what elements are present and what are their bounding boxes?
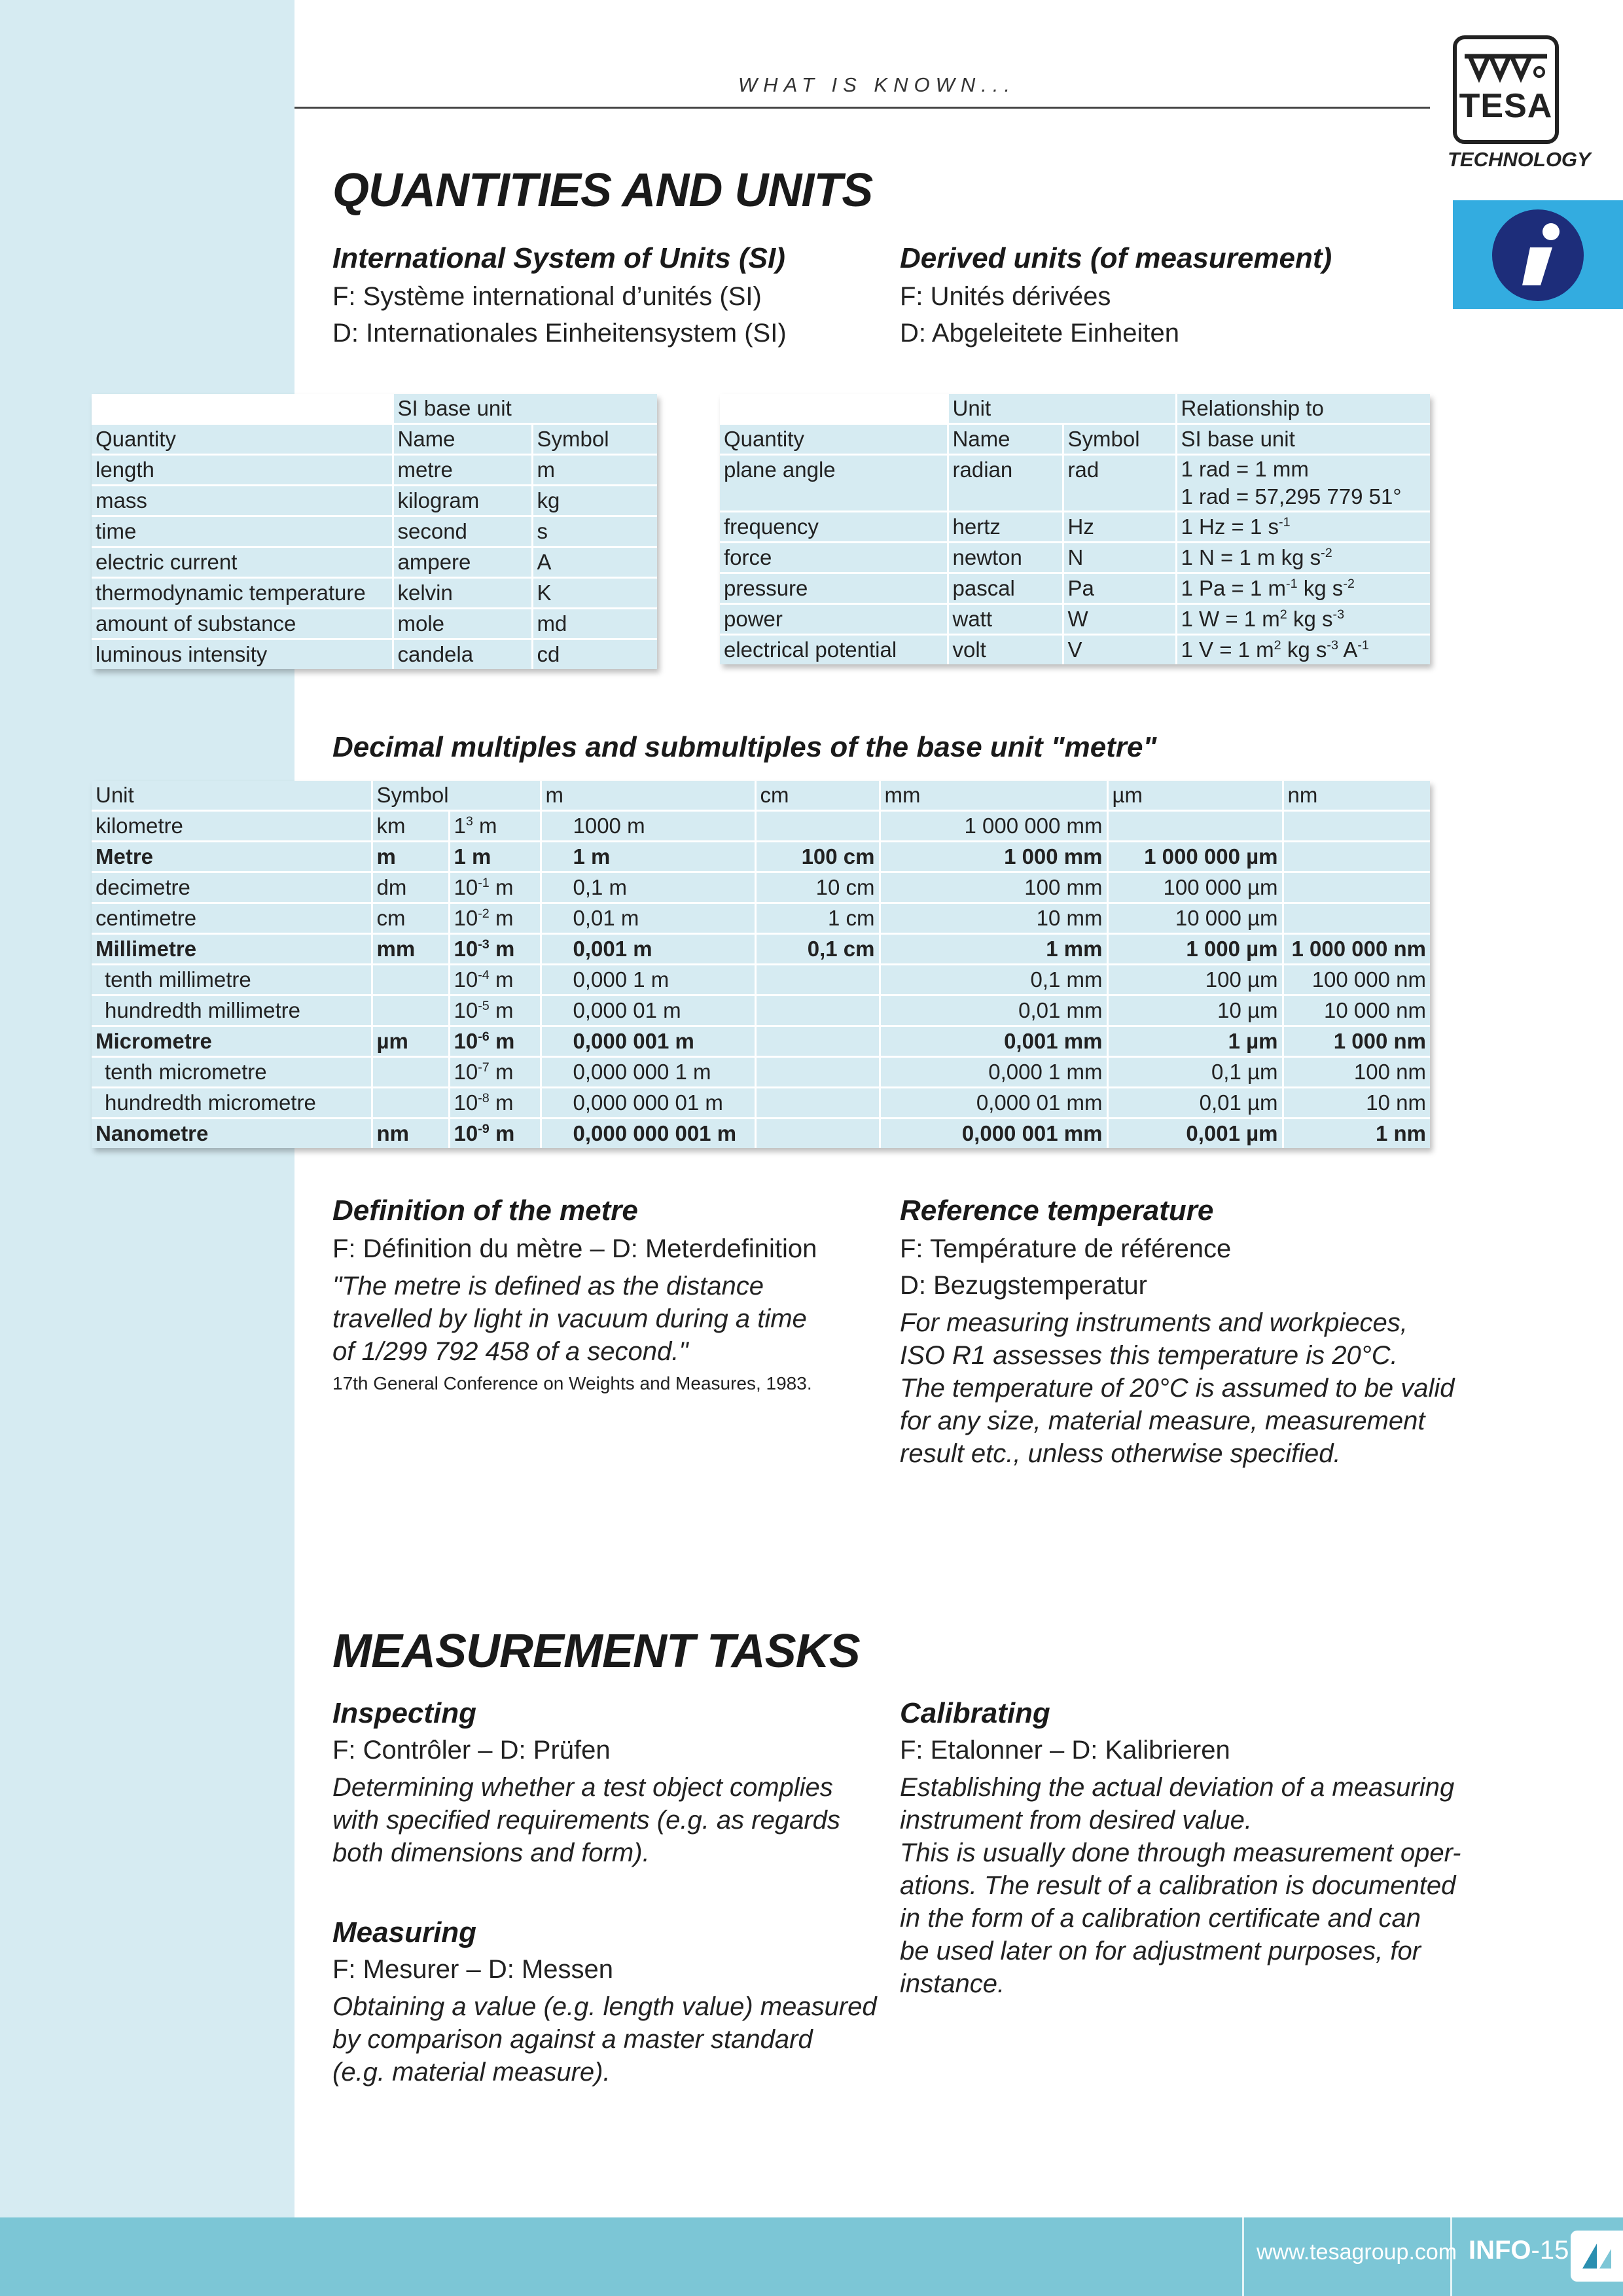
formula-text: 1 V = 1 m <box>1181 637 1274 662</box>
power-base: 10 <box>454 1090 478 1115</box>
formula-text: 1 N = 1 m kg s <box>1181 545 1321 569</box>
power-unit: m <box>489 1060 514 1084</box>
power-unit: m <box>489 937 515 961</box>
table-cell <box>449 934 541 965</box>
table-row <box>92 1026 1430 1057</box>
power-base: 10 <box>454 937 478 961</box>
table-cell: V <box>1063 635 1176 665</box>
section-title-measurement-tasks: MEASUREMENT TASKS <box>332 1625 860 1677</box>
reference-text-line: For measuring instruments and workpieces, <box>900 1308 1408 1337</box>
measuring-text-line: (e.g. material measure). <box>332 2058 611 2087</box>
power-base: 10 <box>454 1029 478 1053</box>
power-base: 1 <box>454 814 466 838</box>
formula-exponent: 2 <box>1274 638 1281 653</box>
table-row <box>92 1119 1430 1149</box>
reference-text-line: for any size, material measure, measurement <box>900 1407 1425 1435</box>
table-cell <box>372 1088 449 1119</box>
table-cell: mm <box>372 934 449 965</box>
table-cell: plane angle <box>720 455 948 512</box>
table-row <box>92 934 1430 965</box>
table-cell: 10 000 µm <box>1107 903 1283 934</box>
calibrating-text-line: in the form of a calibration certificate and can <box>900 1904 1421 1933</box>
table-cell: Millimetre <box>92 934 372 965</box>
definition-quote-line: travelled by light in vacuum during a time <box>332 1304 807 1333</box>
column-header: Quantity <box>92 424 393 455</box>
table-cell <box>720 394 948 424</box>
table-row <box>92 903 1430 934</box>
table-cell <box>1176 543 1430 573</box>
power-exponent: -9 <box>478 1122 490 1136</box>
table-cell: mole <box>393 609 532 639</box>
table-cell <box>372 965 449 996</box>
power-exponent: -7 <box>478 1060 490 1075</box>
table-cell: cd <box>537 642 560 666</box>
table-cell: rad <box>1063 455 1176 512</box>
calibrating-text-line: Establishing the actual deviation of a measuring <box>900 1773 1455 1802</box>
inspecting-langs: F: Contrôler – D: Prüfen <box>332 1736 611 1765</box>
table-cell: 0,01 m <box>541 903 755 934</box>
derived-german: D: Abgeleitete Einheiten <box>900 319 1179 348</box>
power-base: 1 m <box>454 844 491 869</box>
table-cell: N <box>1063 543 1176 573</box>
power-base: 10 <box>454 998 478 1022</box>
table-row <box>92 486 657 516</box>
inspecting-text-line: Determining whether a test object complies <box>332 1773 833 1802</box>
header-rule <box>294 107 1430 109</box>
inspecting-text-line: with specified requirements (e.g. as regards <box>332 1806 840 1835</box>
table-row <box>92 965 1430 996</box>
table-cell: Micrometre <box>92 1026 372 1057</box>
table-cell <box>755 965 880 996</box>
column-header: Symbol <box>372 781 541 811</box>
table-cell: 0,01 µm <box>1107 1088 1283 1119</box>
table-cell <box>449 965 541 996</box>
footer-page-number: -15 <box>1531 2236 1569 2265</box>
table-cell <box>449 811 541 842</box>
tesa-group-icon <box>1571 2231 1623 2282</box>
table-cell: volt <box>948 635 1063 665</box>
formula-text: kg s <box>1281 637 1327 662</box>
reference-text-line: ISO R1 assesses this temperature is 20°C. <box>900 1341 1398 1370</box>
power-unit: m <box>489 998 514 1022</box>
reference-text-line: The temperature of 20°C is assumed to be valid <box>900 1374 1455 1403</box>
table-cell: 0,000 000 1 m <box>541 1057 755 1088</box>
power-base: 10 <box>454 875 478 899</box>
table-row <box>720 573 1430 604</box>
tesa-logo-text: TESA <box>1459 87 1553 125</box>
table-cell: 1 000 000 nm <box>1283 934 1430 965</box>
power-exponent: -8 <box>478 1091 490 1105</box>
power-unit: m <box>489 1121 515 1145</box>
table-cell: watt <box>948 604 1063 635</box>
table-cell: 0,000 01 mm <box>880 1088 1107 1119</box>
table-cell: ampere <box>393 547 532 578</box>
table-cell: time <box>92 516 393 547</box>
table-cell: Nanometre <box>92 1119 372 1149</box>
column-header: Symbol <box>1063 424 1176 455</box>
unit-group-header: Unit <box>948 394 1176 424</box>
table-cell: tenth micrometre <box>92 1057 372 1088</box>
table-cell <box>449 996 541 1026</box>
column-header: µm <box>1107 781 1283 811</box>
table-cell: km <box>372 811 449 842</box>
table-cell: pressure <box>720 573 948 604</box>
table-cell <box>1283 842 1430 872</box>
table-cell: K <box>532 578 657 609</box>
table-cell: 100 000 nm <box>1283 965 1430 996</box>
table-header-row <box>92 781 1430 811</box>
table-cell: dm <box>372 872 449 903</box>
table-cell: 0,000 000 01 m <box>541 1088 755 1119</box>
table-cell <box>1283 903 1430 934</box>
table-row <box>92 578 657 609</box>
table-cell: 0,1 mm <box>880 965 1107 996</box>
table-row <box>92 1088 1430 1119</box>
table-cell <box>1283 811 1430 842</box>
footer-info-text: INFO <box>1469 2236 1531 2265</box>
si-group-header: SI base unit <box>393 394 657 424</box>
table-cell: 100 000 µm <box>1107 872 1283 903</box>
table-cell: 0,000 001 mm <box>880 1119 1107 1149</box>
table-cell: 0,000 001 m <box>541 1026 755 1057</box>
measuring-text-line: by comparison against a master standard <box>332 2025 813 2054</box>
footer-divider <box>1242 2217 1244 2296</box>
table-cell: amount of substance <box>92 609 393 639</box>
table-cell: 0,000 01 m <box>541 996 755 1026</box>
measuring-text-line: Obtaining a value (e.g. length value) measured <box>332 1992 877 2021</box>
power-unit: m <box>489 1029 515 1053</box>
formula-exponent: -3 <box>1327 638 1338 653</box>
table-cell <box>449 1057 541 1088</box>
table-cell: 0,01 mm <box>880 996 1107 1026</box>
definition-source: 17th General Conference on Weights and Measures, 1983. <box>332 1373 812 1393</box>
formula-text: kg s <box>1287 607 1333 631</box>
table-cell: 100 nm <box>1283 1057 1430 1088</box>
table-row <box>92 516 657 547</box>
power-exponent: -1 <box>478 876 490 890</box>
si-heading: International System of Units (SI) <box>332 242 785 274</box>
table-cell: second <box>393 516 532 547</box>
table-cell <box>449 842 541 872</box>
reference-french: F: Température de référence <box>900 1234 1232 1263</box>
table-cell <box>755 811 880 842</box>
table-cell: candela <box>393 639 532 670</box>
formula-text: 1 Hz = 1 s <box>1181 514 1279 539</box>
table-cell: 0,000 1 mm <box>880 1057 1107 1088</box>
calibrating-langs: F: Etalonner – D: Kalibrieren <box>900 1736 1230 1765</box>
table-cell: 10 mm <box>880 903 1107 934</box>
table-cell: 0,1 µm <box>1107 1057 1283 1088</box>
table-cell <box>755 1119 880 1149</box>
table-cell: hundredth millimetre <box>92 996 372 1026</box>
inspecting-text-line: both dimensions and form). <box>332 1839 650 1867</box>
table-cell <box>755 996 880 1026</box>
info-tile <box>1453 200 1623 309</box>
table-cell <box>449 1088 541 1119</box>
table-cell: 1 000 µm <box>1107 934 1283 965</box>
footer-url[interactable]: www.tesagroup.com <box>1257 2240 1457 2265</box>
column-header: nm <box>1283 781 1430 811</box>
table-cell: 100 µm <box>1107 965 1283 996</box>
table-cell: Hz <box>1063 512 1176 543</box>
table-cell: electrical potential <box>720 635 948 665</box>
table-cell: 0,000 000 001 m <box>541 1119 755 1149</box>
table-cell: pascal <box>948 573 1063 604</box>
definition-heading: Definition of the metre <box>332 1194 638 1227</box>
table-cell: metre <box>393 455 532 486</box>
power-unit: m <box>489 967 514 992</box>
formula-text: kg s <box>1297 576 1344 600</box>
power-base: 10 <box>454 1060 478 1084</box>
power-unit: m <box>489 875 514 899</box>
table-cell: 1 000 000 mm <box>880 811 1107 842</box>
table-cell: luminous intensity <box>92 639 393 670</box>
table-cell <box>1176 604 1430 635</box>
calibrating-heading: Calibrating <box>900 1697 1050 1729</box>
table-cell: newton <box>948 543 1063 573</box>
table-cell: A <box>532 547 657 578</box>
table-cell: kilometre <box>92 811 372 842</box>
calibrating-text-line: instrument from desired value. <box>900 1806 1253 1835</box>
section-title-quantities: QUANTITIES AND UNITS <box>332 164 873 217</box>
table-cell: length <box>92 455 393 486</box>
running-header: WHAT IS KNOWN... <box>738 73 1016 96</box>
measuring-heading: Measuring <box>332 1916 477 1948</box>
decimal-multiples-table <box>92 781 1430 1148</box>
column-header: Symbol <box>532 424 657 455</box>
table-cell: hertz <box>948 512 1063 543</box>
table-row <box>92 609 657 639</box>
table-cell <box>1176 573 1430 604</box>
table-cell: 1 cm <box>755 903 880 934</box>
decimal-heading: Decimal multiples and submultiples of the base unit "metre" <box>332 731 1157 763</box>
table-cell <box>755 1057 880 1088</box>
formula-text: 1 Pa = 1 m <box>1181 576 1287 600</box>
table-cell: kelvin <box>393 578 532 609</box>
column-header: Name <box>948 424 1063 455</box>
table-cell <box>1283 872 1430 903</box>
formula-text: 1 W = 1 m <box>1181 607 1280 631</box>
si-french: F: Système international d’unités (SI) <box>332 282 762 311</box>
power-exponent: -2 <box>478 906 490 921</box>
tesa-logo-tagline: TECHNOLOGY <box>1448 148 1591 171</box>
column-header: cm <box>755 781 880 811</box>
table-row <box>92 811 1430 842</box>
table-cell <box>1107 811 1283 842</box>
table-cell <box>92 394 393 424</box>
table-cell: 1 000 000 µm <box>1107 842 1283 872</box>
column-header: Unit <box>92 781 372 811</box>
tesa-group-icon-graphic <box>1571 2231 1623 2282</box>
table-cell: kilogram <box>393 486 532 516</box>
table-cell: 10 nm <box>1283 1088 1430 1119</box>
table-cell <box>449 903 541 934</box>
power-exponent: -3 <box>478 937 490 952</box>
table-cell: cm <box>372 903 449 934</box>
table-cell: Metre <box>92 842 372 872</box>
table-row <box>92 547 657 578</box>
reference-german: D: Bezugstemperatur <box>900 1271 1147 1300</box>
table-cell <box>449 872 541 903</box>
table-cell: 0,001 m <box>541 934 755 965</box>
formula-exponent: -2 <box>1321 546 1332 560</box>
table-cell: 1 000 nm <box>1283 1026 1430 1057</box>
tesa-calipers-icon <box>1457 42 1555 88</box>
table-cell: m <box>532 455 657 486</box>
calibrating-text-line: be used later on for adjustment purposes, for <box>900 1937 1421 1965</box>
table-cell: 100 cm <box>755 842 880 872</box>
power-exponent: -5 <box>478 999 490 1013</box>
table-cell: hundredth micrometre <box>92 1088 372 1119</box>
table-cell: 1 m <box>541 842 755 872</box>
si-german: D: Internationales Einheitensystem (SI) <box>332 319 787 348</box>
formula-exponent: -1 <box>1278 515 1291 529</box>
table-cell: 10 cm <box>755 872 880 903</box>
table-row <box>92 1057 1430 1088</box>
derived-heading: Derived units (of measurement) <box>900 242 1332 274</box>
measuring-langs: F: Mesurer – D: Messen <box>332 1955 614 1984</box>
table-cell <box>372 996 449 1026</box>
table-cell: 0,001 mm <box>880 1026 1107 1057</box>
relationship-line: 1 rad = 1 mm <box>1181 457 1309 481</box>
table-cell: 1000 m <box>541 811 755 842</box>
table-cell: electric current <box>92 547 393 578</box>
table-row <box>720 635 1430 665</box>
table-row <box>720 604 1430 635</box>
table-cell: 1 000 mm <box>880 842 1107 872</box>
table-cell <box>755 1088 880 1119</box>
table-cell: power <box>720 604 948 635</box>
table-cell: 0,1 cm <box>755 934 880 965</box>
table-cell: 1 µm <box>1107 1026 1283 1057</box>
table-cell: m <box>372 842 449 872</box>
table-row <box>92 872 1430 903</box>
table-cell: Pa <box>1063 573 1176 604</box>
table-cell: decimetre <box>92 872 372 903</box>
table-cell: kg <box>532 486 657 516</box>
calibrating-text-line: instance. <box>900 1969 1005 1998</box>
derived-units-table <box>720 394 1430 664</box>
power-exponent: -4 <box>478 968 490 982</box>
table-row <box>720 543 1430 573</box>
table-cell: 10 000 nm <box>1283 996 1430 1026</box>
table-cell: 0,000 1 m <box>541 965 755 996</box>
table-cell <box>449 1026 541 1057</box>
reference-text-line: result etc., unless otherwise specified. <box>900 1439 1341 1468</box>
power-base: 10 <box>454 1121 478 1145</box>
reference-heading: Reference temperature <box>900 1194 1214 1227</box>
column-header: SI base unit <box>1176 424 1430 455</box>
formula-text: A <box>1338 637 1358 662</box>
table-cell: 10 µm <box>1107 996 1283 1026</box>
calibrating-text-line: ations. The result of a calibration is documented <box>900 1871 1456 1900</box>
column-header: Quantity <box>720 424 948 455</box>
relationship-line: 1 rad = 57,295 779 51° <box>1181 484 1402 509</box>
table-cell: thermodynamic temperature <box>92 578 393 609</box>
power-exponent: 3 <box>465 814 473 829</box>
calibrating-text-line: This is usually done through measurement oper- <box>900 1839 1461 1867</box>
column-header: Name <box>393 424 532 455</box>
table-cell: 100 mm <box>880 872 1107 903</box>
power-unit: m <box>489 906 514 930</box>
table-cell: 0,1 m <box>541 872 755 903</box>
table-cell <box>1176 455 1430 512</box>
definition-quote-line: of 1/299 792 458 of a second." <box>332 1337 688 1366</box>
footer-page-label <box>1469 2236 1569 2265</box>
formula-exponent: 2 <box>1279 607 1287 622</box>
power-exponent: -6 <box>478 1030 490 1044</box>
definition-langs: F: Définition du mètre – D: Meterdefinition <box>332 1234 817 1263</box>
derived-french: F: Unités dérivées <box>900 282 1111 311</box>
table-row <box>92 996 1430 1026</box>
table-cell: µm <box>372 1026 449 1057</box>
table-cell <box>1176 512 1430 543</box>
table-cell: nm <box>372 1119 449 1149</box>
power-unit: m <box>473 814 497 838</box>
table-row <box>92 842 1430 872</box>
table-row <box>92 639 657 670</box>
column-header: m <box>541 781 755 811</box>
table-cell: W <box>1063 604 1176 635</box>
relationship-group-header: Relationship to <box>1176 394 1430 424</box>
table-row <box>720 455 1430 512</box>
formula-exponent: -1 <box>1357 638 1369 653</box>
definition-quote-line: "The metre is defined as the distance <box>332 1272 764 1300</box>
table-cell: 1 nm <box>1375 1121 1426 1145</box>
power-base: 10 <box>454 906 478 930</box>
inspecting-heading: Inspecting <box>332 1697 477 1729</box>
footer-band <box>0 2217 1623 2296</box>
formula-exponent: -1 <box>1286 577 1298 591</box>
si-base-unit-table <box>92 394 657 669</box>
formula-exponent: -2 <box>1343 577 1355 591</box>
table-cell <box>372 1057 449 1088</box>
table-cell <box>449 1119 541 1149</box>
table-cell: radian <box>948 455 1063 512</box>
power-base: 10 <box>454 967 478 992</box>
power-unit: m <box>489 1090 514 1115</box>
table-cell: centimetre <box>92 903 372 934</box>
table-cell: 0,001 µm <box>1107 1119 1283 1149</box>
table-cell: frequency <box>720 512 948 543</box>
table-cell <box>755 1026 880 1057</box>
formula-exponent: -3 <box>1332 607 1345 622</box>
table-cell: tenth millimetre <box>92 965 372 996</box>
table-cell: force <box>720 543 948 573</box>
table-cell: s <box>532 516 657 547</box>
column-header: mm <box>880 781 1107 811</box>
table-cell: 1 mm <box>880 934 1107 965</box>
table-row <box>720 512 1430 543</box>
table-cell: mass <box>92 486 393 516</box>
table-cell: md <box>532 609 657 639</box>
table-row <box>92 455 657 486</box>
info-icon <box>1489 207 1586 304</box>
table-cell <box>1176 635 1430 665</box>
